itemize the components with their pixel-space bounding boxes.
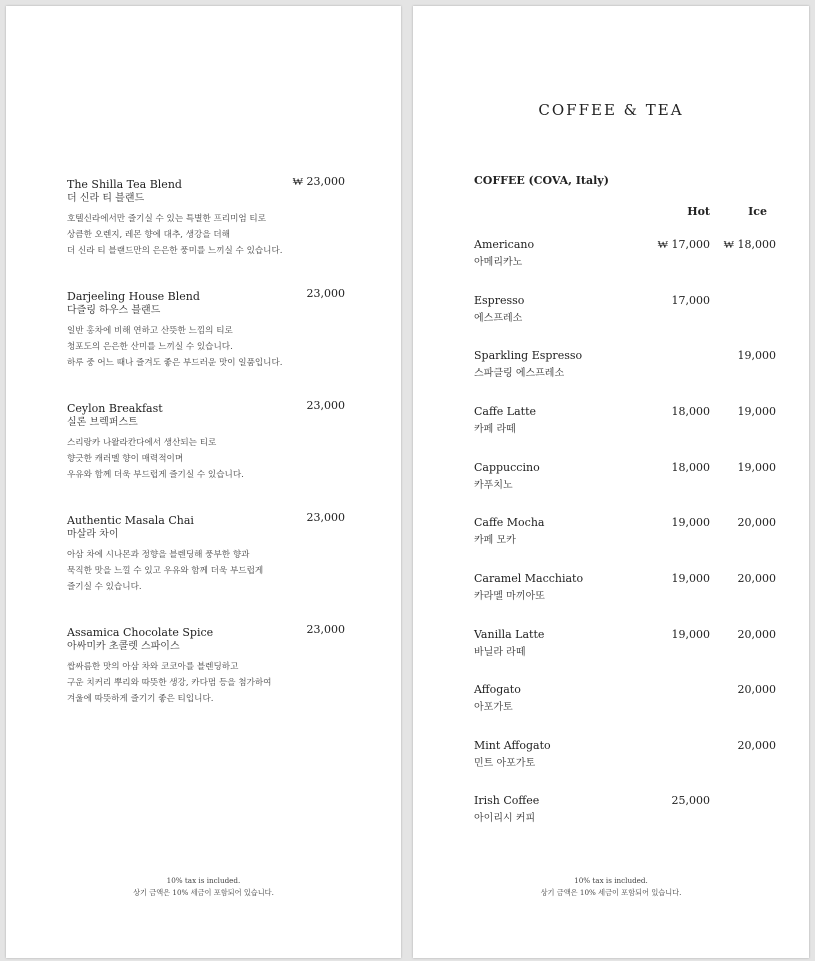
description-line: 청포도의 은은한 산미를 느끼실 수 있습니다. xyxy=(67,342,233,352)
coffee-item xyxy=(474,236,776,272)
description-line: 스리랑카 나왈라칸다에서 생산되는 티로 xyxy=(67,438,217,448)
description-line: 일반 홍차에 비해 연하고 산뜻한 느낌의 티로 xyxy=(67,326,233,336)
column-header-hot: Hot xyxy=(687,205,710,218)
coffee-item xyxy=(474,403,776,439)
item-name-en: Darjeeling House Blend xyxy=(67,290,200,303)
item-name-en: Espresso xyxy=(474,294,525,307)
price-ice: 20,000 xyxy=(737,572,776,585)
item-description xyxy=(67,547,345,595)
item-name-en: Vanilla Latte xyxy=(474,628,545,641)
description-line: 즐기실 수 있습니다. xyxy=(67,582,142,592)
price-hot: ₩ 17,000 xyxy=(657,238,710,251)
tax-note-en: 10% tax is included. xyxy=(574,876,648,885)
item-name-en: Irish Coffee xyxy=(474,794,540,807)
tax-note xyxy=(6,875,401,899)
item-name-ko: 아싸미카 초콜렛 스파이스 xyxy=(67,641,180,652)
description-line: 쌉싸름한 맛의 아삼 차와 코코아를 블렌딩하고 xyxy=(67,662,239,672)
description-line: 겨울에 따뜻하게 즐기기 좋은 티입니다. xyxy=(67,694,214,704)
item-name-ko: 스파클링 에스프레소 xyxy=(474,368,565,379)
price-hot: 19,000 xyxy=(671,572,710,585)
item-name-en: Caffe Latte xyxy=(474,405,537,418)
item-name-ko: 아메리카노 xyxy=(474,257,523,268)
item-name-ko: 다즐링 하우스 블랜드 xyxy=(67,305,161,316)
item-name-ko: 카페 라떼 xyxy=(474,424,516,435)
tax-note-en: 10% tax is included. xyxy=(166,876,241,885)
tea-item xyxy=(67,621,345,707)
item-name-ko: 마살라 차이 xyxy=(67,529,119,540)
item-name-en: Mint Affogato xyxy=(474,739,551,752)
item-price: ₩ 23,000 xyxy=(292,175,345,188)
item-name-ko: 카페 모카 xyxy=(474,535,516,546)
tea-item xyxy=(67,285,345,371)
tax-note-ko: 상기 금액은 10% 세금이 포함되어 있습니다. xyxy=(133,888,274,897)
price-ice: 19,000 xyxy=(737,405,776,418)
item-name-ko: 아포가토 xyxy=(474,702,513,713)
description-line: 상큼한 오렌지, 레몬 향에 대추, 생강을 더해 xyxy=(67,230,230,240)
item-price: 23,000 xyxy=(306,287,345,300)
price-ice: 20,000 xyxy=(737,739,776,752)
coffee-item xyxy=(474,681,776,717)
description-line: 구운 치커리 뿌리와 따뜻한 생강, 카다멈 등을 첨가하여 xyxy=(67,678,272,688)
item-name-ko: 더 신라 티 블랜드 xyxy=(67,193,145,204)
item-name-en: Americano xyxy=(474,238,535,251)
coffee-item xyxy=(474,514,776,550)
item-name-ko: 카푸치노 xyxy=(474,480,513,491)
coffee-item xyxy=(474,292,776,328)
tea-item xyxy=(67,397,345,483)
menu-page-coffee xyxy=(413,6,809,958)
description-line: 호텔신라에서만 즐기실 수 있는 특별한 프리미엄 티로 xyxy=(67,214,267,224)
tax-note-ko: 상기 금액은 10% 세금이 포함되어 있습니다. xyxy=(540,888,682,897)
section-title: COFFEE (COVA, Italy) xyxy=(474,174,609,187)
item-price: 23,000 xyxy=(306,399,345,412)
item-description xyxy=(67,435,345,483)
description-line: 하루 중 어느 때나 즐겨도 좋은 부드러운 맛이 일품입니다. xyxy=(67,358,283,368)
tax-note xyxy=(413,875,809,899)
description-line: 향긋한 캐러멜 향이 매력적이며 xyxy=(67,454,184,464)
item-name-en: Ceylon Breakfast xyxy=(67,402,163,415)
price-ice: 19,000 xyxy=(737,349,776,362)
item-name-ko: 바닐라 라떼 xyxy=(474,647,526,658)
item-name-ko: 아이리시 커피 xyxy=(474,813,536,824)
description-line: 더 신라 티 블랜드만의 은은한 풍미를 느끼실 수 있습니다. xyxy=(67,246,283,256)
price-ice: 19,000 xyxy=(737,461,776,474)
item-name-en: Caffe Mocha xyxy=(474,516,545,529)
description-line: 아삼 차에 시나몬과 정향을 블렌딩해 풍부한 향과 xyxy=(67,550,250,560)
item-name-en: Affogato xyxy=(474,683,521,696)
price-hot: 19,000 xyxy=(671,516,710,529)
menu-title: COFFEE & TEA xyxy=(538,101,684,119)
item-name-en: Caramel Macchiato xyxy=(474,572,584,585)
item-price: 23,000 xyxy=(306,511,345,524)
coffee-item xyxy=(474,737,776,773)
price-ice: 20,000 xyxy=(737,516,776,529)
item-price: 23,000 xyxy=(306,623,345,636)
coffee-item xyxy=(474,347,776,383)
item-description xyxy=(67,323,345,371)
column-header-ice: Ice xyxy=(748,205,767,218)
price-hot: 19,000 xyxy=(671,628,710,641)
tea-item xyxy=(67,509,345,595)
tea-item xyxy=(67,173,345,259)
price-ice: 20,000 xyxy=(737,683,776,696)
item-name-ko: 에스프레소 xyxy=(474,313,523,324)
coffee-item xyxy=(474,626,776,662)
description-line: 묵직한 맛을 느낄 수 있고 우유와 함께 더욱 부드럽게 xyxy=(67,566,264,576)
menu-page-tea xyxy=(6,6,401,958)
item-name-en: Authentic Masala Chai xyxy=(67,514,194,527)
item-name-en: Sparkling Espresso xyxy=(474,349,583,362)
item-name-en: The Shilla Tea Blend xyxy=(67,178,182,191)
item-name-ko: 민트 아포가토 xyxy=(474,758,536,769)
price-ice: ₩ 18,000 xyxy=(723,238,776,251)
item-description xyxy=(67,659,345,707)
price-hot: 18,000 xyxy=(671,405,710,418)
item-name-ko: 실론 브렉퍼스트 xyxy=(67,417,138,428)
item-name-en: Cappuccino xyxy=(474,461,540,474)
description-line: 우유와 함께 더욱 부드럽게 즐기실 수 있습니다. xyxy=(67,470,244,480)
price-hot: 17,000 xyxy=(671,294,710,307)
coffee-item xyxy=(474,792,776,828)
price-hot: 25,000 xyxy=(671,794,710,807)
price-ice: 20,000 xyxy=(737,628,776,641)
item-name-ko: 카라멜 마끼아또 xyxy=(474,591,545,602)
price-hot: 18,000 xyxy=(671,461,710,474)
coffee-item xyxy=(474,570,776,606)
item-name-en: Assamica Chocolate Spice xyxy=(67,626,214,639)
coffee-item xyxy=(474,459,776,495)
item-description xyxy=(67,211,345,259)
